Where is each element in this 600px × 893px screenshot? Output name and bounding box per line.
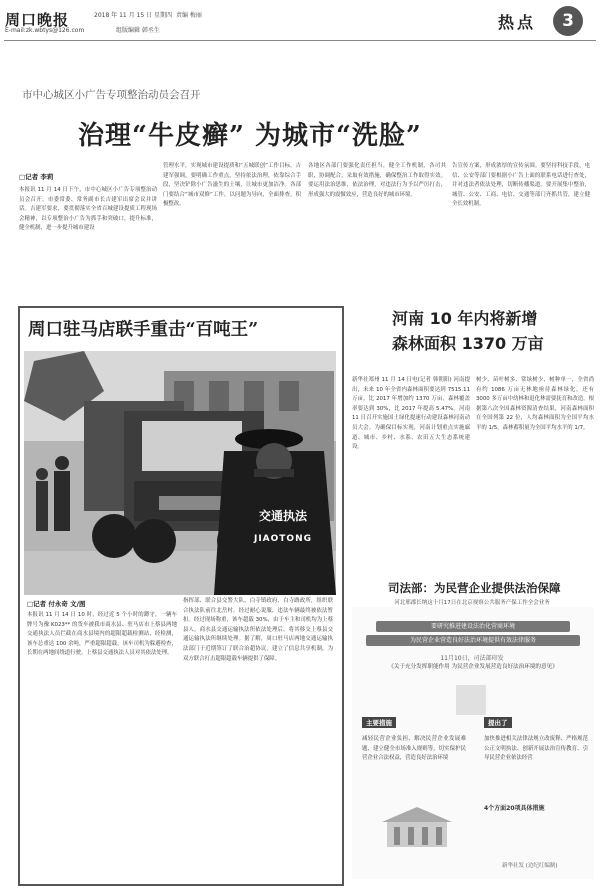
photo-article-column-2: 指挥部、联合县交警大队、白寺镇政府、白寺路政所，组织联合执法队前往北岳村，经过耐心说服，违法车辆最终被依法暂扣。经过现场称重，该车超载 30%，由于车主和司机均为上蔡县人，商水县交通运输执法所依法处理后，将其移交上蔡县交通运输执法所继续处理。据了解，周口驻马店两地交通运输执法部门于近期签订了联合治超协议，建立了信息共享机制，为双方联合打击超限超载车辆提供了保障。 — [183, 598, 333, 662]
justice-headline: 司法部：为民营企业提供法治保障 — [388, 581, 561, 595]
forest-column-1: 新华社郑州 11 月 14 日电(记者 韩朝阳) 河南提出，未来 10 年全省内森林面积要达到 7515.11 万亩，比 2017 年增加约 1370 万亩，森林覆盖率要达到 30%，比 2017 年提高 5.47%。河南 11 日召开实施国土绿化提速行动建设森林河南动员大会。为确保目标实现，河南计划重点实施廊道、城市、乡村、水系、农田五大生态系统建设。 — [352, 377, 470, 451]
building-icon — [382, 807, 452, 847]
header-email: E-mail:zk.wbtys@126.com — [5, 27, 85, 34]
top-article-column-3: 各地区各部门要强化责任担当，健全工作机制，各司其职，协调配合，采取有效措施，确保整治工作取得实效。要运用法治思维，依法治理，对违法行为予以严厉打击，形成强大的震慑效应，营造良好的城市环境。 — [308, 163, 446, 198]
forest-headline-line-2: 森林面积 1370 万亩 — [392, 334, 544, 353]
forest-headline-line-1: 河南 10 年内将新增 — [392, 309, 538, 328]
header-editor: 责编 梅丽 — [176, 12, 202, 19]
justice-credit: 新华社发 (边纪红编制) — [502, 863, 558, 869]
justice-banner-1: 要研究推进建设法治化营商环境 — [376, 621, 570, 632]
justice-left-points: 减轻民营企业负担、解决民营企业发展难题、建立健全市场准入规则等，切实保护民营企业合法权益，营造良好法治环境 — [362, 736, 466, 762]
justice-quote: 《关于充分发挥职能作用 为民营企业发展营造良好法治环境的意见》 — [388, 664, 558, 670]
top-article-column-2: 管理水平，实现城市建设提质和“五城联创”工作目标。吉建军强调，要明确工作重点，坚持依法治理，依靠综合手段，坚决铲除小广告滋生的土壤，让城市更加洁净。各部门要结合“城市双修”工作，以问题为导向，全面排查，积极整改。 — [163, 163, 301, 208]
photo-article-byline: □记者 付永奇 文/图 — [27, 600, 86, 608]
justice-tag-left: 主要措施 — [362, 717, 396, 728]
forest-column-2: 树少、苗叶树多、常绿树少、树种单一，全省尚有约 1086 万亩无林地亟待森林绿化，还有 3000 多万亩中幼林和退化林需要抚育和改造。根据第八次全国森林资源清查结果，河南森林面积在全国列第 22 位，人均森林面积为全国平均水平的 1/5，森林蓄积量为全国平均水平的 1/7。 — [476, 377, 594, 431]
justice-illustration — [382, 807, 452, 847]
justice-right-points: 加快推进相关法律法规立改废释、严格规范公正文明执法、创新开展法治宣传教育、引导民营企业依法经营 — [484, 736, 588, 762]
justice-divider-graphic — [456, 685, 486, 715]
top-article-kicker: 市中心城区小广告专项整治动员会召开 — [22, 89, 201, 101]
justice-footer-note: 4个方面20项具体措施 — [484, 805, 545, 812]
truck-photo-graphic — [24, 351, 336, 595]
justice-infographic — [352, 607, 594, 879]
photo-vest-text: JIAOTONG — [253, 534, 313, 544]
top-article-column-1: 本报讯 11 月 14 日下午，市中心城区小广告专项整治动员会召开。市委常委、常务副市长吉建军出席会议并讲话。吉建军要求，要贯彻落实全省百城建设提质工程现场会精神，以专项整治小广告为抓手和突破口，提升标准，健全机制，进一步提升城市建设 — [19, 187, 157, 232]
header-date: 2018 年 11 月 15 日 星期四 — [94, 12, 172, 19]
photo-caption: 交通执法 — [258, 509, 307, 523]
top-article-byline: □记者 李莉 — [19, 173, 54, 181]
header-proofreader: 组版编辑 韩丞生 — [116, 27, 160, 34]
photo-article-column-1: 本报讯 11 月 14 日 10 时，经过近 5 个小时的蹲守，一辆车牌号为豫 K023** 的货车被我市商水县、驻马店市上蔡县两地交通执法人员拦截在商水县境内的超限超载检测站，经检测，该车总重达 100 余吨，严重超限超载。该车司机为躲避检查，长期在两地间绕道行驶。上蔡县交通执法人员对其依法处理。 — [27, 612, 177, 657]
section-title: 热点 — [498, 13, 537, 32]
justice-banner-2: 为民营企业营造良好法治环境提供有效法律服务 — [366, 635, 580, 646]
top-article-column-4: 告宣传方案，形成浓厚的宣传氛围。要坚持科技手段，电信、公安等部门要根据小广告上面的联系电话进行查处，并对违法者依法处理，切断传播渠道。要开展集中整治，城管、公安、工商、电信、交通等部门齐抓共管，建立健全长效机制。 — [452, 163, 590, 208]
justice-tag-right: 提出了 — [484, 717, 512, 728]
page-number: 3 — [562, 11, 574, 31]
justice-subheadline: 河北邢郡长纳这十月17日在北京视察公共服务产保工作全会业务 — [394, 600, 550, 606]
masthead-logo: 周口晚报 — [5, 11, 70, 29]
page-number-badge — [553, 6, 583, 36]
photo-article-headline: 周口驻马店联手重击“百吨王” — [28, 320, 259, 340]
truck-photo — [24, 351, 336, 595]
justice-date-label: 11月10日，司法部印发 — [440, 655, 504, 662]
vest-badge — [238, 507, 328, 544]
top-article-headline: 治理“牛皮癣” 为城市“洗脸” — [78, 121, 422, 151]
